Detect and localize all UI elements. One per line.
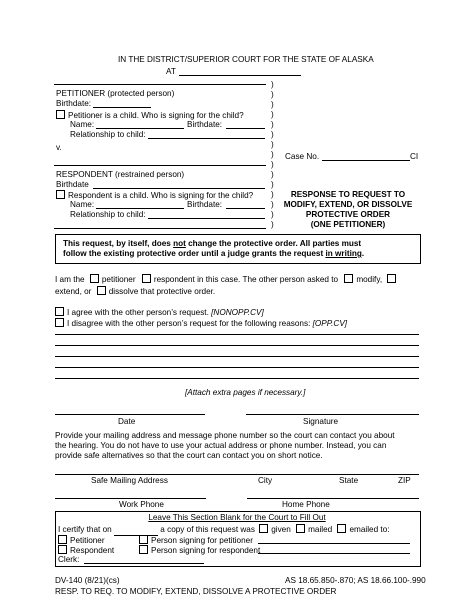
reason-line[interactable] xyxy=(55,345,419,346)
caption-paren: ) xyxy=(271,200,274,209)
caption-paren: ) xyxy=(271,100,274,109)
extend-checkbox[interactable] xyxy=(387,274,396,283)
petitioner-birthdate-label: Birthdate: xyxy=(56,99,92,108)
petitioner-label: PETITIONER (protected person) xyxy=(56,89,175,98)
caption-paren: ) xyxy=(271,150,274,159)
person-resp-row xyxy=(139,545,260,556)
clerk-line[interactable] xyxy=(84,563,204,564)
person-resp-checkbox[interactable] xyxy=(139,545,148,554)
work-phone-label: Work Phone xyxy=(119,500,164,509)
iam-row: I am the petitioner respondent in this case. The other person asked to modify, xyxy=(55,274,399,285)
home-phone-line[interactable] xyxy=(247,498,419,499)
resp-signer-name-line[interactable] xyxy=(96,208,184,209)
state-label: State xyxy=(339,476,359,485)
petitioner-checkbox[interactable] xyxy=(90,274,99,283)
caption-bottom-line xyxy=(54,228,266,229)
agree-code: [NONOPP.CV] xyxy=(211,308,264,317)
caption-paren: ) xyxy=(271,210,274,219)
caption-paren: ) xyxy=(271,160,274,169)
mailing-address-label: Safe Mailing Address xyxy=(91,476,168,485)
resp-signer-birthdate-line[interactable] xyxy=(226,208,265,209)
reason-line[interactable] xyxy=(55,356,419,357)
address-line[interactable] xyxy=(55,474,419,475)
emailed-label: emailed to: xyxy=(349,525,390,534)
date-label: Date xyxy=(118,417,136,426)
at-label: AT xyxy=(166,67,176,76)
court-heading: IN THE DISTRICT/SUPERIOR COURT FOR THE STATE OF ALASKA xyxy=(118,55,374,64)
caption-paren: ) xyxy=(271,190,274,199)
provide-line-3: provide safe alternatives so that the court can contact you on short notice. xyxy=(55,451,323,460)
disagree-row xyxy=(55,318,347,329)
court-petitioner-label: Petitioner xyxy=(70,536,105,545)
respondent-birthdate-label: Birthdate xyxy=(56,180,89,189)
pet-signer-birthdate-line[interactable] xyxy=(226,128,265,129)
modify-checkbox[interactable] xyxy=(344,274,353,283)
statutes: AS 18.65.850-.870; AS 18.66.100-.990 xyxy=(285,576,426,585)
dissolve-checkbox[interactable] xyxy=(97,286,106,295)
attach-note: [Attach extra pages if necessary.] xyxy=(185,388,306,397)
petitioner-birthdate-line[interactable] xyxy=(93,107,151,108)
caption-paren: ) xyxy=(271,110,274,119)
person-pet-label: Person signing for petitioner xyxy=(151,536,253,545)
doc-title-2: MODIFY, EXTEND, OR DISSOLVE xyxy=(283,200,413,209)
respondent-checkbox[interactable] xyxy=(142,274,151,283)
emailed-checkbox[interactable] xyxy=(337,524,346,533)
agree-checkbox[interactable] xyxy=(55,307,64,316)
given-label: given xyxy=(271,525,291,534)
zip-label: ZIP xyxy=(398,476,411,485)
court-box-title: Leave This Section Blank for the Court to Fill Out xyxy=(148,513,326,522)
case-no-label: Case No. xyxy=(285,152,320,161)
respondent-child-label: Respondent is a child. Who is signing for the child? xyxy=(68,191,254,200)
pet-signer-name-label: Name: xyxy=(70,120,95,129)
agree-label: I agree with the other person’s request. xyxy=(67,308,209,317)
versus-label: v. xyxy=(56,143,62,152)
signature-label: Signature xyxy=(303,417,339,426)
reason-line[interactable] xyxy=(55,334,419,335)
petitioner-option-label: petitioner xyxy=(101,275,136,284)
caption-paren: ) xyxy=(271,120,274,129)
disagree-code: [OPP.CV] xyxy=(312,319,348,328)
caption-paren: ) xyxy=(271,180,274,189)
pet-relationship-label: Relationship to child: xyxy=(70,130,146,139)
court-location-line[interactable] xyxy=(179,75,301,76)
disagree-label: I disagree with the other person’s request for the following reasons: xyxy=(67,319,311,328)
notice-line-1: This request, by itself, does not change the protective order. All parties must xyxy=(63,239,362,248)
certify-label: I certify that on xyxy=(58,525,112,534)
doc-title-4: (ONE PETITIONER) xyxy=(310,220,386,229)
caption-paren: ) xyxy=(271,130,274,139)
caption-paren: ) xyxy=(271,170,274,179)
mailed-label: mailed xyxy=(308,525,333,534)
agree-row xyxy=(55,307,264,318)
form-id: DV-140 (8/21)(cs) xyxy=(55,576,120,585)
person-resp-label: Person signing for respondent xyxy=(151,546,261,555)
respondent-child-checkbox[interactable] xyxy=(56,190,65,199)
disagree-checkbox[interactable] xyxy=(55,318,64,327)
person-resp-line[interactable] xyxy=(258,553,410,554)
court-respondent-label: Respondent xyxy=(70,546,115,555)
provide-line-2: the hearing. You do not have to use your actual address or phone number. Instead, you can xyxy=(55,441,387,450)
resp-signer-name-label: Name: xyxy=(70,200,95,209)
city-label: City xyxy=(258,476,273,485)
caption-paren: ) xyxy=(271,140,274,149)
extend-row xyxy=(55,286,215,297)
reason-line[interactable] xyxy=(55,367,419,368)
petitioner-name-line[interactable] xyxy=(54,84,266,85)
respondent-label: RESPONDENT (restrained person) xyxy=(56,170,185,179)
person-pet-checkbox[interactable] xyxy=(139,535,148,544)
person-pet-line[interactable] xyxy=(258,543,410,544)
court-respondent-checkbox[interactable] xyxy=(58,545,67,554)
respondent-birthdate-line[interactable] xyxy=(93,188,265,189)
form-title: RESP. TO REQ. TO MODIFY, EXTEND, DISSOLVE A PROTECTIVE ORDER xyxy=(55,587,337,596)
caption-paren: ) xyxy=(271,90,274,99)
dissolve-label: dissolve that protective order. xyxy=(108,287,216,296)
home-phone-label: Home Phone xyxy=(282,500,330,509)
resp-relationship-line[interactable] xyxy=(148,218,265,219)
court-petitioner-checkbox[interactable] xyxy=(58,535,67,544)
notice-line-2: follow the existing protective order until a judge grants the request in writing. xyxy=(63,249,365,258)
extend-label: extend, or xyxy=(55,287,92,296)
resp-signer-birthdate-label: Birthdate: xyxy=(187,200,223,209)
petitioner-child-label: Petitioner is a child. Who is signing for the child? xyxy=(68,111,244,120)
caption-paren: ) xyxy=(271,80,274,89)
mailed-checkbox[interactable] xyxy=(296,524,305,533)
provide-line-1: Provide your mailing address and message phone number so the court can contact you about xyxy=(55,431,395,440)
given-checkbox[interactable] xyxy=(259,524,268,533)
doc-title-3: PROTECTIVE ORDER xyxy=(305,210,391,219)
respondent-option-label: respondent in this case. The other person asked to xyxy=(153,275,339,284)
respondent-name-line[interactable] xyxy=(54,165,266,166)
work-phone-line[interactable] xyxy=(55,498,206,499)
pet-relationship-line[interactable] xyxy=(148,138,265,139)
caption-paren: ) xyxy=(271,220,274,229)
date-line[interactable] xyxy=(55,414,205,415)
case-no-line[interactable] xyxy=(322,160,410,161)
signature-line[interactable] xyxy=(246,414,419,415)
pet-signer-name-line[interactable] xyxy=(96,128,184,129)
clerk-label: Clerk: xyxy=(58,555,80,564)
pet-signer-birthdate-label: Birthdate: xyxy=(187,120,223,129)
petitioner-child-checkbox[interactable] xyxy=(56,110,65,119)
case-suffix: CI xyxy=(410,152,419,161)
resp-relationship-label: Relationship to child: xyxy=(70,210,146,219)
doc-title-1: RESPONSE TO REQUEST TO xyxy=(290,190,406,199)
copy-sent-label: a copy of this request was xyxy=(160,525,255,534)
reason-line[interactable] xyxy=(55,378,419,379)
modify-label: modify, xyxy=(356,275,383,284)
